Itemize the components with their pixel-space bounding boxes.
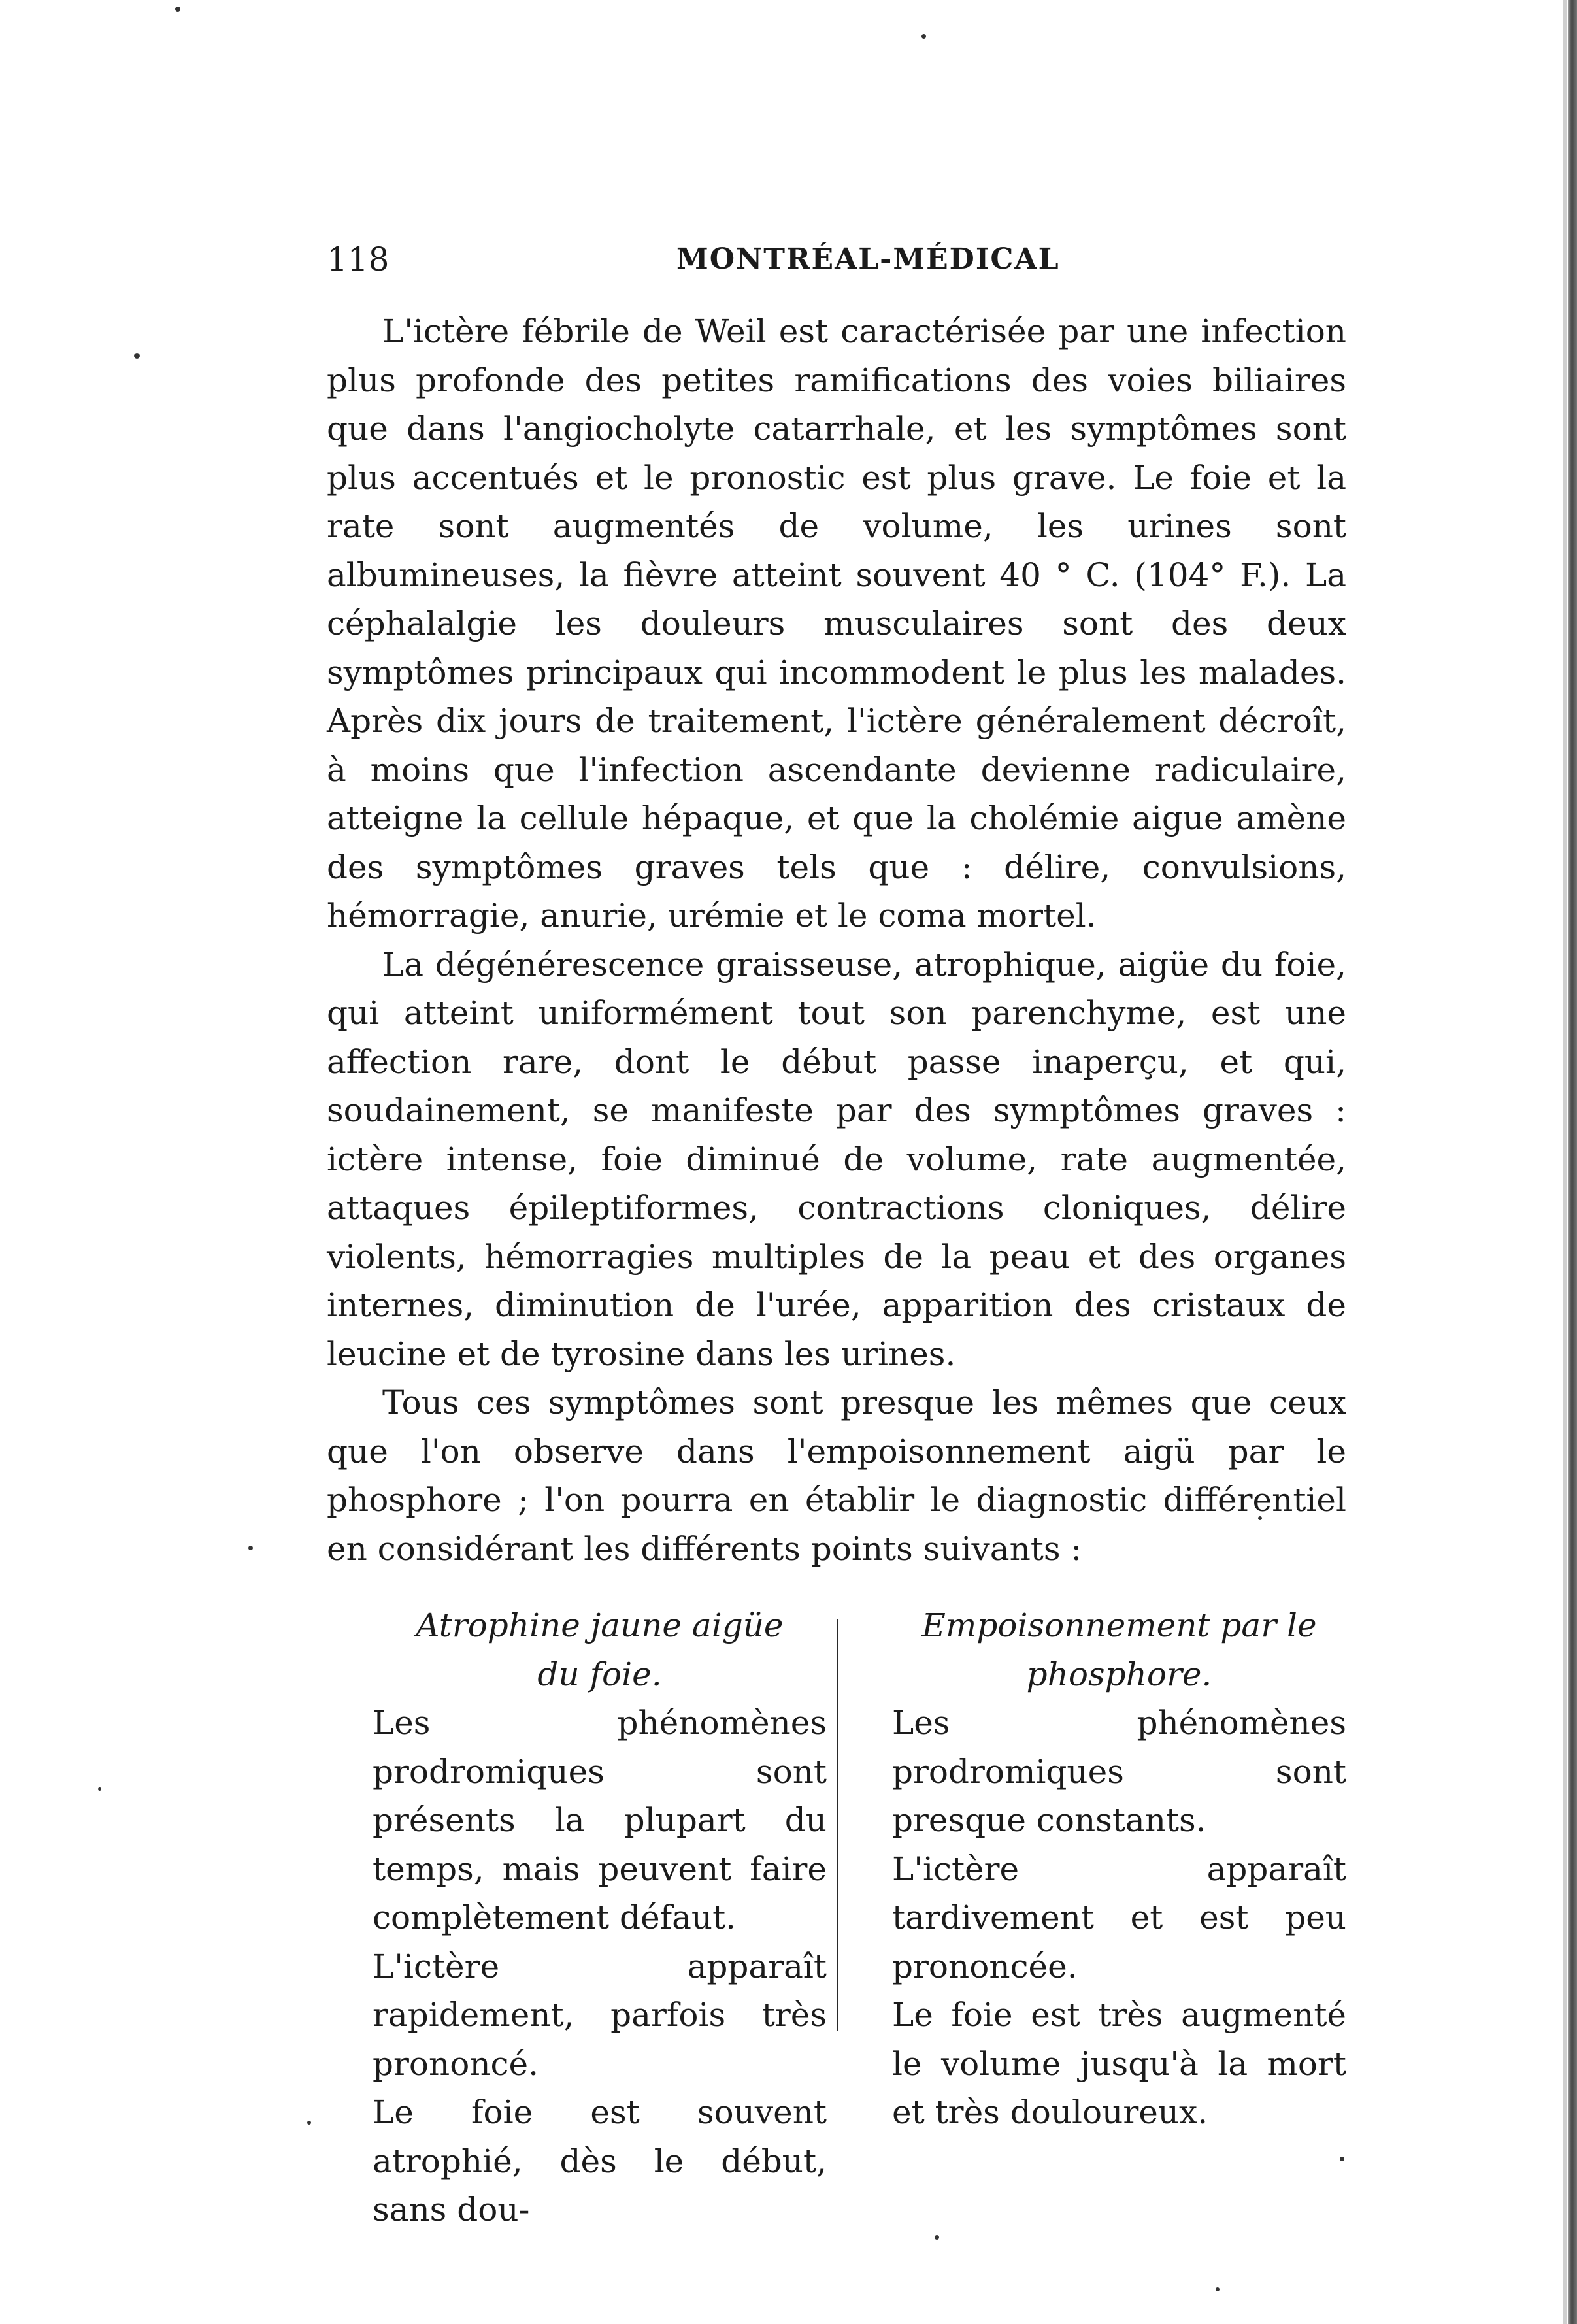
left-column-paragraph: L'ictère apparaît rapidement, parfois très prononcé. bbox=[373, 1947, 827, 2083]
scan-edge bbox=[1568, 0, 1577, 2324]
left-heading-line2: du foie. bbox=[537, 1655, 662, 1693]
column-divider bbox=[837, 1619, 838, 2031]
right-column-paragraph: L'ictère apparaît tardivement et est peu prononcée. bbox=[892, 1850, 1346, 1985]
body-text bbox=[327, 307, 1346, 1573]
right-heading-line1: Empoisonnement par le bbox=[921, 1606, 1317, 1644]
scan-edge-highlight bbox=[1563, 0, 1567, 2324]
right-column bbox=[892, 1601, 1346, 2137]
right-column-paragraph: Le foie est très augmenté le volume jusqu'à la mort et très douloureux. bbox=[892, 1996, 1346, 2131]
speck bbox=[307, 2121, 311, 2125]
left-column-paragraph: Le foie est souvent atrophié, dès le début, sans dou- bbox=[373, 2093, 827, 2229]
page-number: 118 bbox=[327, 241, 390, 278]
left-heading-line1: Atrophine jaune aigüe bbox=[416, 1606, 784, 1644]
speck bbox=[175, 7, 180, 12]
speck bbox=[248, 1546, 253, 1550]
right-column-heading bbox=[892, 1601, 1346, 1699]
left-column bbox=[373, 1601, 827, 2234]
paragraph: L'ictère fébrile de Weil est caractérisée par une infection plus profonde des petites ramifications des voies biliaires que dans l'angiocholyte catarrhale, et les symptômes sont plus accentués et le pronostic est plus grave. Le foie et la rate sont augmentés de volume, les urines sont albumineuses, la fièvre atteint souvent 40 ° C. (104° F.). La céphalalgie les douleurs musculaires sont des deux symptômes principaux qui incommodent le plus les malades. Après dix jours de traitement, l'ictère généralement décroît, à moins que l'infection ascendante devienne radiculaire, atteigne la cellule hépaque, et que la cholémie aigue amène des symptômes graves tels que : délire, convulsions, hémorragie, anurie, urémie et le coma mortel. bbox=[327, 312, 1346, 935]
right-column-paragraph: Les phénomènes prodromiques sont presque constants. bbox=[892, 1704, 1346, 1839]
speck bbox=[921, 34, 926, 39]
speck bbox=[935, 2235, 939, 2240]
speck bbox=[98, 1787, 101, 1791]
running-head: MONTRÉAL-MÉDICAL bbox=[676, 242, 1060, 276]
speck bbox=[1340, 2157, 1344, 2161]
page-header bbox=[327, 237, 1320, 282]
speck bbox=[1216, 2287, 1220, 2291]
paragraph: Tous ces symptômes sont presque les mêmes que ceux que l'on observe dans l'empoisonnement aigü par le phosphore ; l'on pourra en établir le diagnostic différentiel en considérant les différents points suivants : bbox=[327, 1384, 1346, 1568]
left-column-heading bbox=[373, 1601, 827, 1699]
left-column-paragraph: Les phénomènes prodromiques sont présents la plupart du temps, mais peuvent faire complètement défaut. bbox=[373, 1704, 827, 1936]
paragraph: La dégénérescence graisseuse, atrophique, aigüe du foie, qui atteint uniformément tout son parenchyme, est une affection rare, dont le début passe inaperçu, et qui, soudainement, se manifeste par des symptômes graves : ictère intense, foie diminué de volume, rate augmentée, attaques épileptiformes, contractions cloniques, délire violents, hémorragies multiples de la peau et des organes internes, diminution de l'urée, apparition des cristaux de leucine et de tyrosine dans les urines. bbox=[327, 945, 1346, 1373]
speck bbox=[134, 353, 140, 359]
comparison-columns bbox=[373, 1601, 1346, 2229]
right-heading-line2: phosphore. bbox=[1026, 1655, 1212, 1693]
